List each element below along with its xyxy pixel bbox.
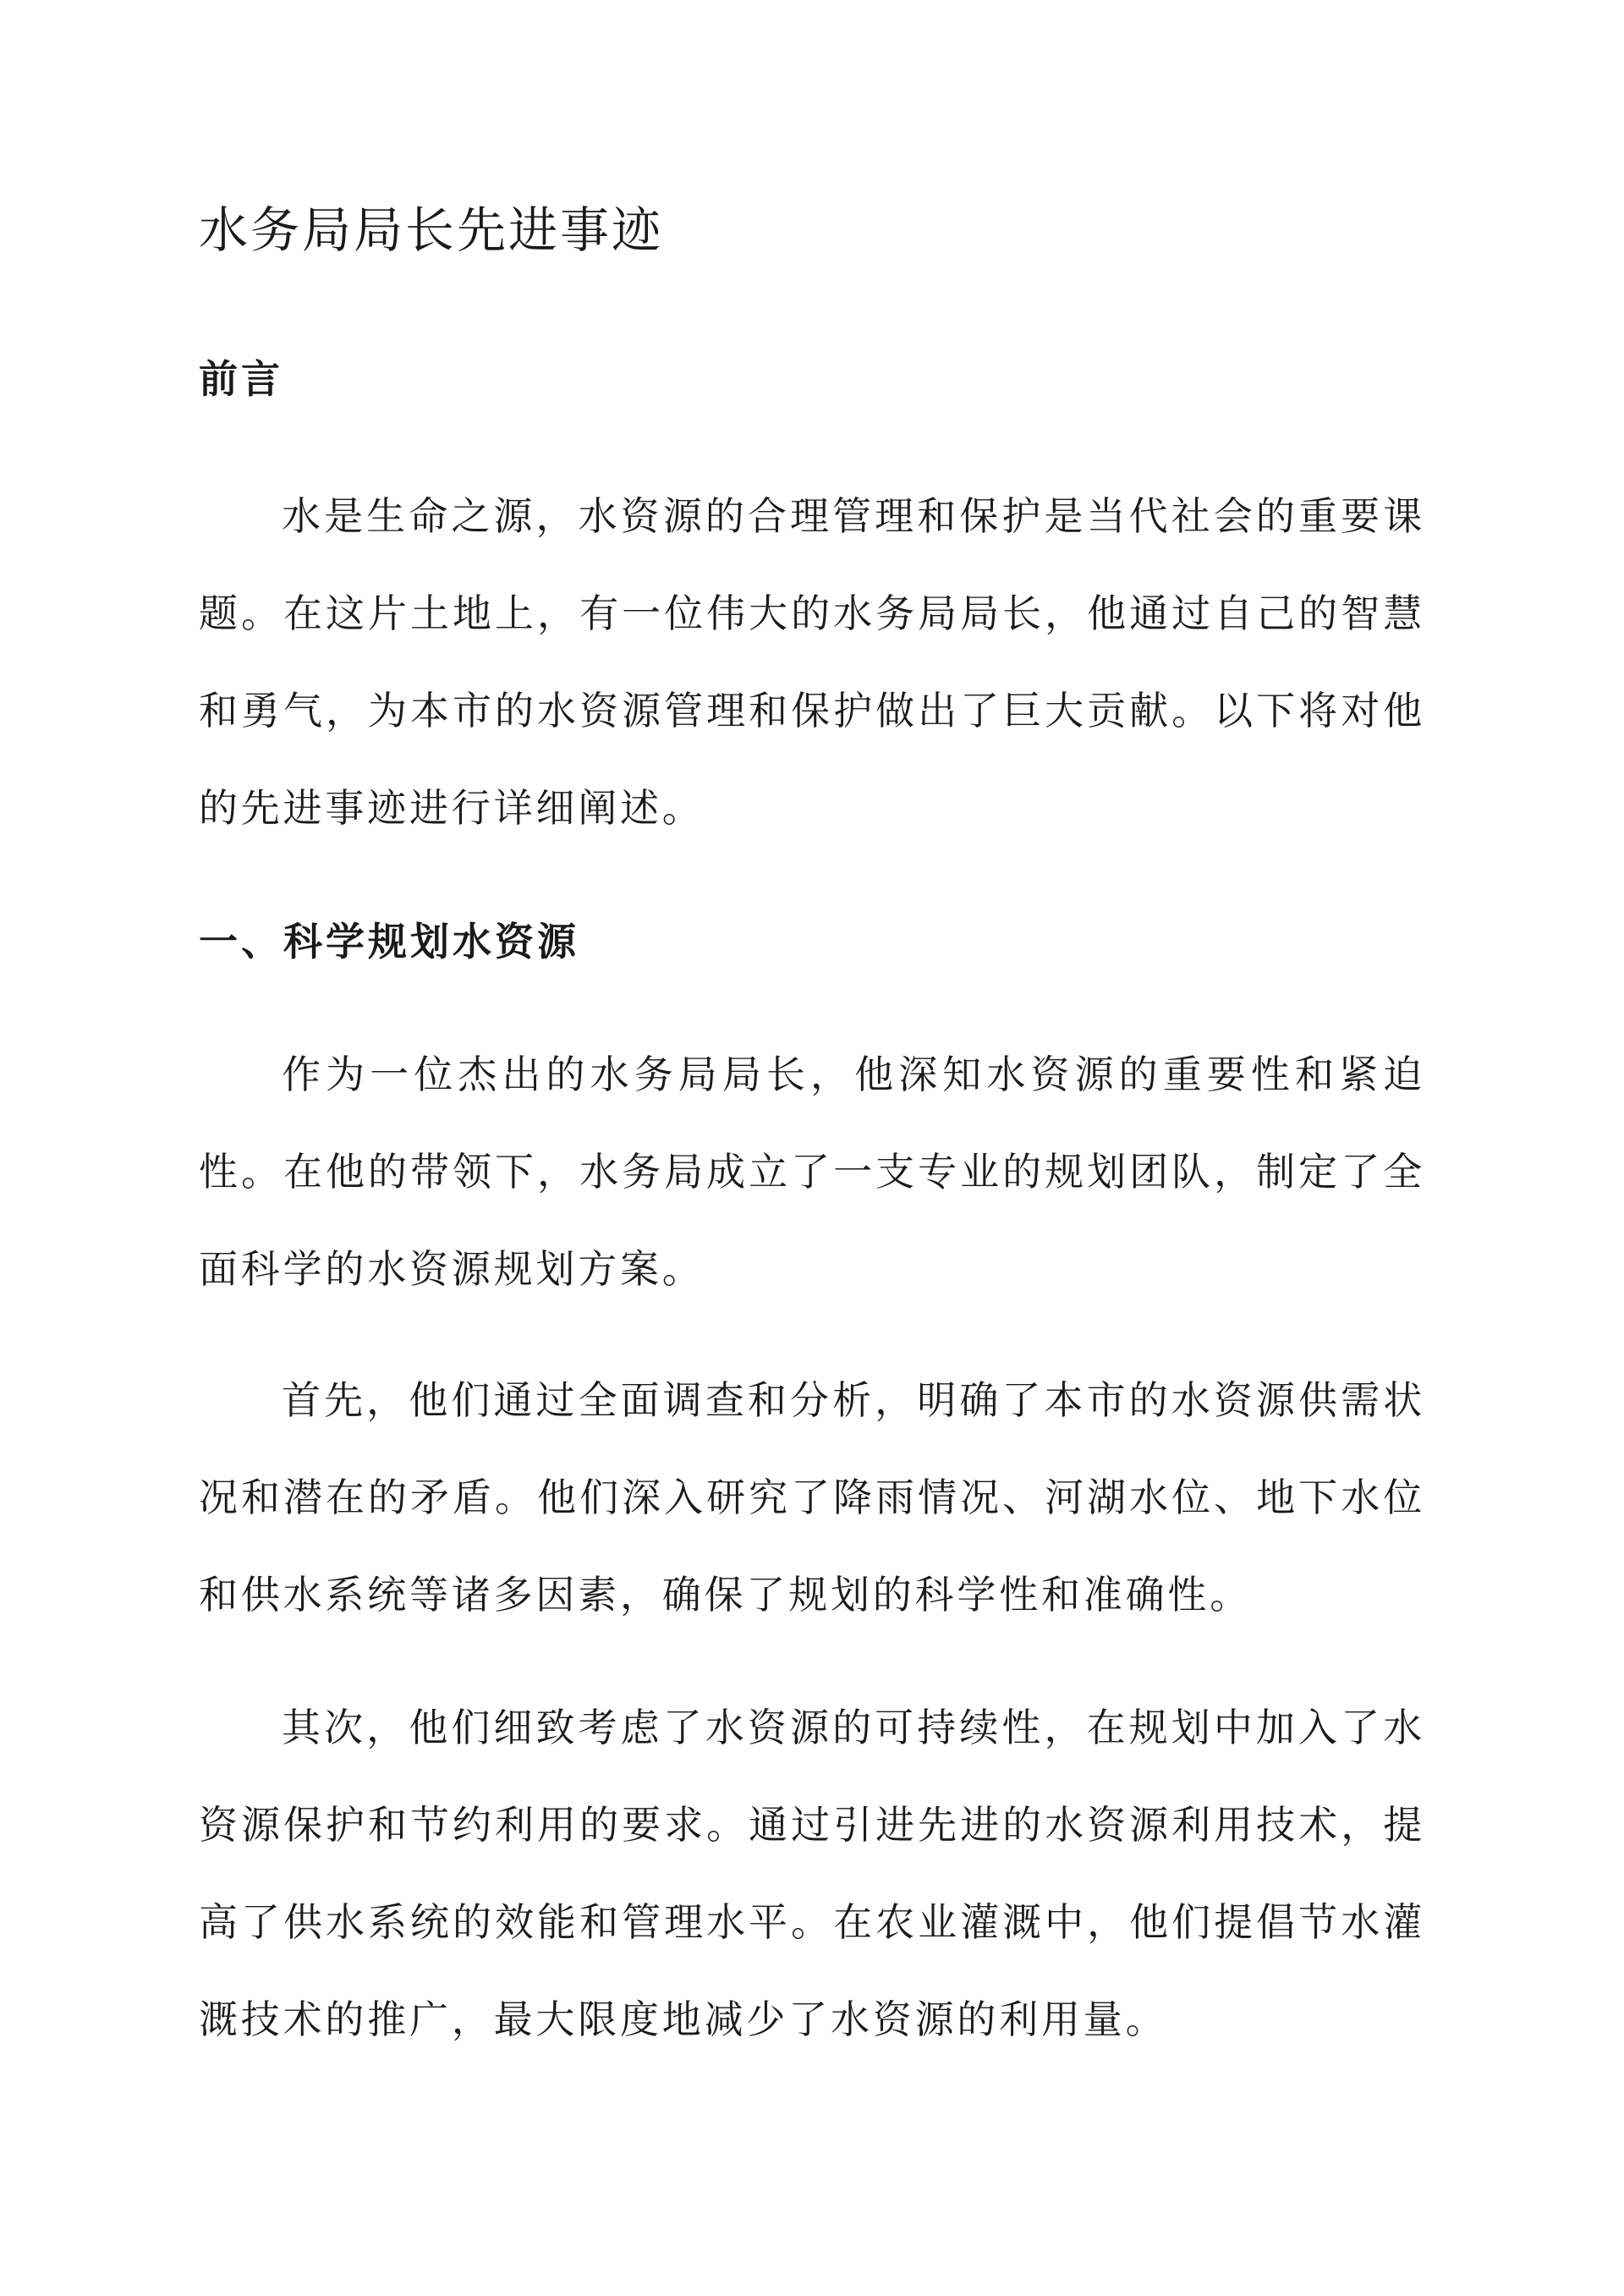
section-heading-scientific-planning: 一、科学规划水资源 bbox=[199, 919, 579, 964]
section-heading-preface: 前言 bbox=[199, 356, 283, 402]
paragraph-survey-analysis: 首先，他们通过全面调查和分析，明确了本市的水资源供需状况和潜在的矛盾。他们深入研究了降雨情况、河湖水位、地下水位和供水系统等诸多因素，确保了规划的科学性和准确性。 bbox=[199, 1377, 1425, 1618]
paragraph-sustainability: 其次，他们细致考虑了水资源的可持续性，在规划中加入了水资源保护和节约利用的要求。通过引进先进的水资源利用技术，提高了供水系统的效能和管理水平。在农业灌溉中，他们提倡节水灌溉技术的推广，最大限度地减少了水资源的利用量。 bbox=[199, 1705, 1425, 2042]
document-title: 水务局局长先进事迹 bbox=[199, 201, 664, 259]
paragraph-intro: 水是生命之源，水资源的合理管理和保护是当代社会的重要课题。在这片土地上，有一位伟大的水务局局长，他通过自己的智慧和勇气，为本市的水资源管理和保护做出了巨大贡献。以下将对他的先进事迹进行详细阐述。 bbox=[199, 493, 1425, 831]
paragraph-planning-team: 作为一位杰出的水务局局长，他深知水资源的重要性和紧迫性。在他的带领下，水务局成立了一支专业的规划团队，制定了全面科学的水资源规划方案。 bbox=[199, 1052, 1425, 1292]
